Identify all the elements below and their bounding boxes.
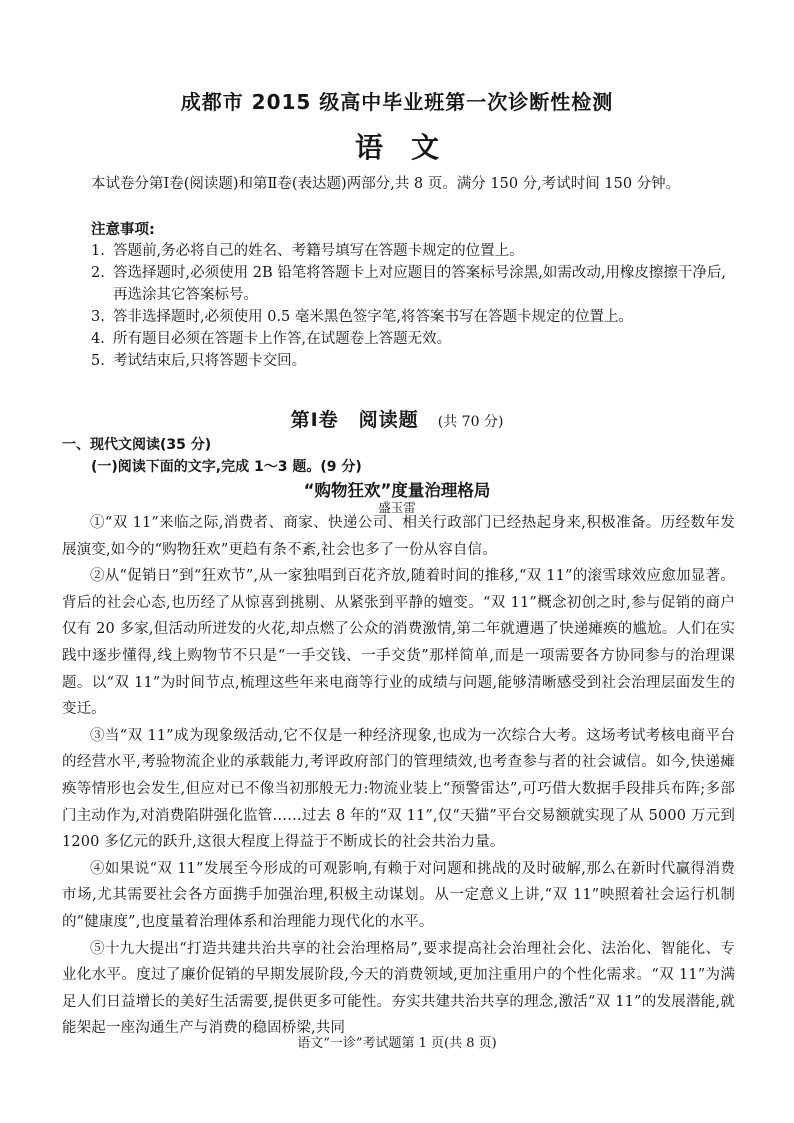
- notice-text: 答非选择题时,必须使用 0.5 毫米黑色签字笔,将答案书写在答题卡规定的位置上。: [113, 309, 633, 325]
- article-paragraph-1: ①“双 11”来临之际,消费者、商家、快递公司、相关行政部门已经热起身来,积极准备。历经数年发展演变,如今的“购物狂欢”更趋有条不紊,社会也多了一份从容自信。: [62, 515, 735, 558]
- section-sub-title: (一)阅读下面的文字,完成 1～3 题。(9 分): [91, 459, 362, 475]
- notice-number: 1.: [91, 243, 105, 259]
- notice-number: 5.: [91, 353, 105, 369]
- part-score: (共 70 分): [437, 414, 504, 430]
- notice-text: 考试结束后,只将答题卡交回。: [113, 353, 307, 369]
- section-title: 一、现代文阅读(35 分): [62, 437, 212, 453]
- notice-number: 2.: [91, 265, 105, 281]
- article-paragraph-2: ②从“促销日”到“狂欢节”,从一家独唱到百花齐放,随着时间的推移,“双 11”的滚雪球效应愈加显著。背后的社会心态,也历经了从惊喜到挑剔、从紧张到平静的嬗变。“双 11”概念初创之时,参与促销的商户仅有 20 多家,但活动所迸发的火花,却点燃了公众的消费激情,第二年就遭遇了快递瘫痪的尴尬。人们在实践中逐步懂得,线上购物节不只是“一手交钱、一手交货”那样简单,而是一项需要各方协同参与的治理课题。以“双 11”为时间节点,梳理这些年来电商等行业的成绩与问题,能够清晰感受到社会治理层面发生的变迁。: [62, 568, 735, 718]
- article-paragraph-5: ⑤十九大提出“打造共建共治共享的社会治理格局”,要求提高社会治理社会化、法治化、智能化、专业化水平。度过了廉价促销的早期发展阶段,今天的消费领域,更加注重用户的个性化需求。“双 11”为满足人们日益增长的美好生活需要,提供更多可能性。夯实共建共治共享的理念,激活“双 11”的发展潜能,就能架起一座沟通生产与消费的稳固桥梁,共同: [62, 940, 735, 1037]
- notice-item-1: [91, 240, 731, 262]
- notice-item-2: [91, 262, 731, 306]
- notice-number: 3.: [91, 309, 105, 325]
- notice-text: 所有题目必须在答题卡上作答,在试题卷上答题无效。: [113, 331, 452, 347]
- part-title: 第Ⅰ卷 阅读题: [290, 409, 419, 431]
- notice-item-4: [91, 328, 731, 350]
- notice-text: 答选择题时,必须使用 2B 铅笔将答题卡上对应题目的答案标号涂黑,如需改动,用橡皮擦擦干净后,再选涂其它答案标号。: [113, 265, 727, 303]
- part-header: [0, 405, 794, 432]
- notice-number: 4.: [91, 331, 105, 347]
- exam-title: 成都市 2015 级高中毕业班第一次诊断性检测: [180, 90, 614, 114]
- subject-title: 语 文: [354, 131, 439, 164]
- article-title: “购物狂欢”度量治理格局: [303, 481, 491, 500]
- notice-item-5: [91, 350, 731, 372]
- article-paragraph-3: ③当“双 11”成为现象级活动,它不仅是一种经济现象,也成为一次综合大考。这场考试考核电商平台的经营水平,考验物流企业的承载能力,考评政府部门的管理绩效,也考查参与者的社会诚信。如今,快递瘫痪等情形也会发生,但应对已不像当初那般无力:物流业装上“预警雷达”,可巧借大数据手段排兵布阵;多部门主动作为,对消费陷阱强化监管……过去 8 年的“双 11”,仅“天猫”平台交易额就实现了从 5000 万元到 1200 多亿元的跃升,这很大程度上得益于不断成长的社会共治力量。: [62, 727, 735, 851]
- exam-intro: 本试卷分第Ⅰ卷(阅读题)和第Ⅱ卷(表达题)两部分,共 8 页。满分 150 分,考试时间 150 分钟。: [91, 176, 681, 192]
- article-author: 盛玉雷: [378, 500, 416, 515]
- notice-list: [91, 240, 731, 372]
- article-paragraph-4: ④如果说“双 11”发展至今形成的可观影响,有赖于对问题和挑战的及时破解,那么在新时代赢得消费市场,尤其需要社会各方面携手加强治理,积极主动谋划。从一定意义上讲,“双 11”映照着社会运行机制的“健康度”,也度量着治理体系和治理能力现代化的水平。: [62, 860, 735, 930]
- notice-item-3: [91, 306, 731, 328]
- notice-text: 答题前,务必将自己的姓名、考籍号填写在答题卡规定的位置上。: [113, 243, 524, 259]
- notice-title: 注意事项:: [91, 222, 155, 238]
- page-footer: 语文“一诊”考试题第 1 页(共 8 页): [297, 1036, 497, 1051]
- article-body: [62, 510, 735, 1042]
